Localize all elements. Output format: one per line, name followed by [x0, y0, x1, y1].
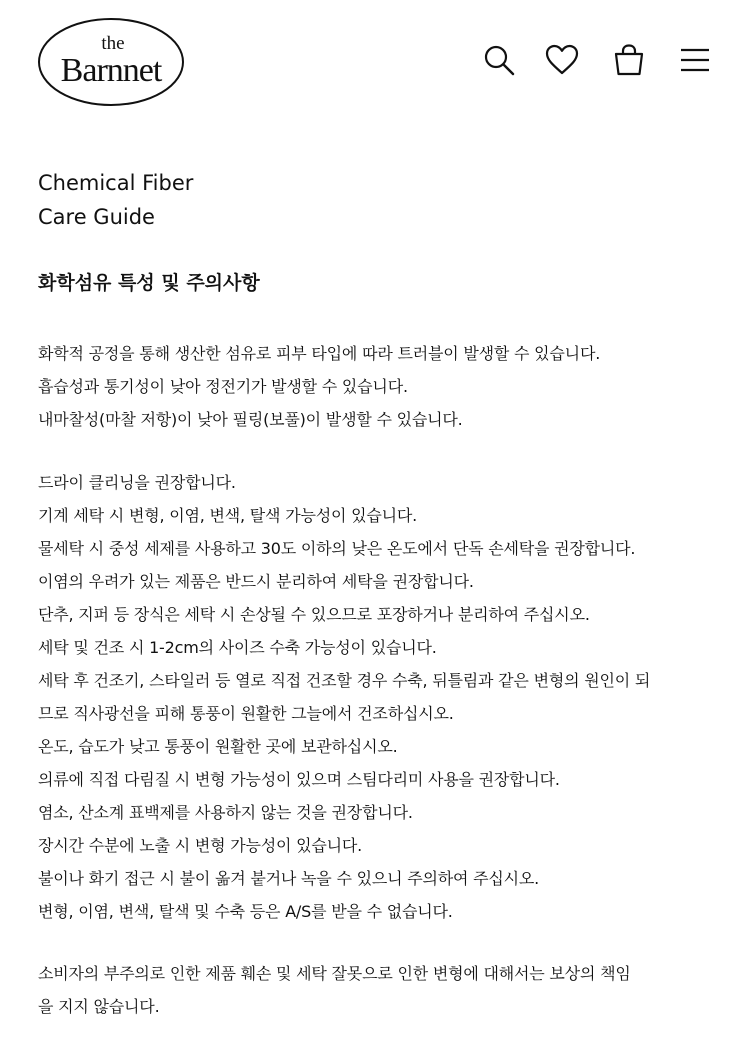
menu-icon: [679, 46, 711, 74]
brand-logo-mark: [37, 17, 185, 107]
text-line: 드라이 클리닝을 권장합니다.: [38, 473, 236, 492]
text-line: 이염의 우려가 있는 제품은 반드시 분리하여 세탁을 권장합니다.: [38, 572, 474, 591]
text-line: 흡습성과 통기성이 낮아 정전기가 발생할 수 있습니다.: [38, 377, 408, 396]
text-line: 화학적 공정을 통해 생산한 섬유로 피부 타입에 따라 트러블이 발생할 수 있습니다.: [38, 344, 601, 363]
text-line: 단추, 지퍼 등 장식은 세탁 시 손상될 수 있으므로 포장하거나 분리하여 주십시오.: [38, 605, 590, 624]
logo-small-text: the: [101, 33, 125, 54]
shopping-bag-icon: [612, 43, 646, 77]
text-line: 변형, 이염, 변색, 탈색 및 수축 등은 A/S를 받을 수 없습니다.: [38, 902, 453, 921]
text-line: 온도, 습도가 낮고 통풍이 원활한 곳에 보관하십시오.: [38, 737, 398, 756]
text-line: 불이나 화기 접근 시 불이 옮겨 붙거나 녹을 수 있으니 주의하여 주십시오.: [38, 869, 540, 888]
text-line: 장시간 수분에 노출 시 변형 가능성이 있습니다.: [38, 836, 363, 855]
text-line: 세탁 및 건조 시 1-2cm의 사이즈 수축 가능성이 있습니다.: [38, 638, 437, 657]
wishlist-button[interactable]: [542, 40, 582, 80]
care-guide-content: [38, 166, 728, 1016]
text-line: 을 지지 않습니다.: [38, 997, 160, 1016]
care-instructions-paragraph: [38, 466, 728, 928]
heart-icon: [545, 44, 579, 76]
site-header: [0, 0, 750, 120]
search-icon: [482, 43, 516, 77]
text-line: 물세탁 시 중성 세제를 사용하고 30도 이하의 낮은 온도에서 단독 손세탁을 권장합니다.: [38, 539, 636, 558]
shopping-bag-button[interactable]: [609, 40, 649, 80]
text-line: 므로 직사광선을 피해 통풍이 원활한 그늘에서 건조하십시오.: [38, 704, 454, 723]
menu-button[interactable]: [675, 40, 715, 80]
text-line: 기계 세탁 시 변형, 이염, 변색, 탈색 가능성이 있습니다.: [38, 506, 418, 525]
text-line: 내마찰성(마찰 저항)이 낮아 필링(보풀)이 발생할 수 있습니다.: [38, 410, 463, 429]
section-subtitle: 화학섬유 특성 및 주의사항: [38, 272, 260, 294]
search-button[interactable]: [479, 40, 519, 80]
page-title: [38, 166, 728, 234]
title-line-1: Chemical Fiber: [38, 171, 194, 195]
text-line: 소비자의 부주의로 인한 제품 훼손 및 세탁 잘못으로 인한 변형에 대해서는 보상의 책임: [38, 964, 631, 983]
text-line: 세탁 후 건조기, 스타일러 등 열로 직접 건조할 경우 수축, 뒤틀림과 같은 변형의 원인이 되: [38, 671, 651, 690]
text-line: 염소, 산소계 표백제를 사용하지 않는 것을 권장합니다.: [38, 803, 413, 822]
liability-notice-paragraph: [38, 957, 728, 1023]
fiber-characteristics-paragraph: [38, 337, 728, 436]
brand-logo[interactable]: [37, 17, 185, 107]
title-line-2: Care Guide: [38, 205, 155, 229]
logo-brand-text: Barnnet: [60, 52, 162, 89]
text-line: 의류에 직접 다림질 시 변형 가능성이 있으며 스팀다리미 사용을 권장합니다.: [38, 770, 560, 789]
